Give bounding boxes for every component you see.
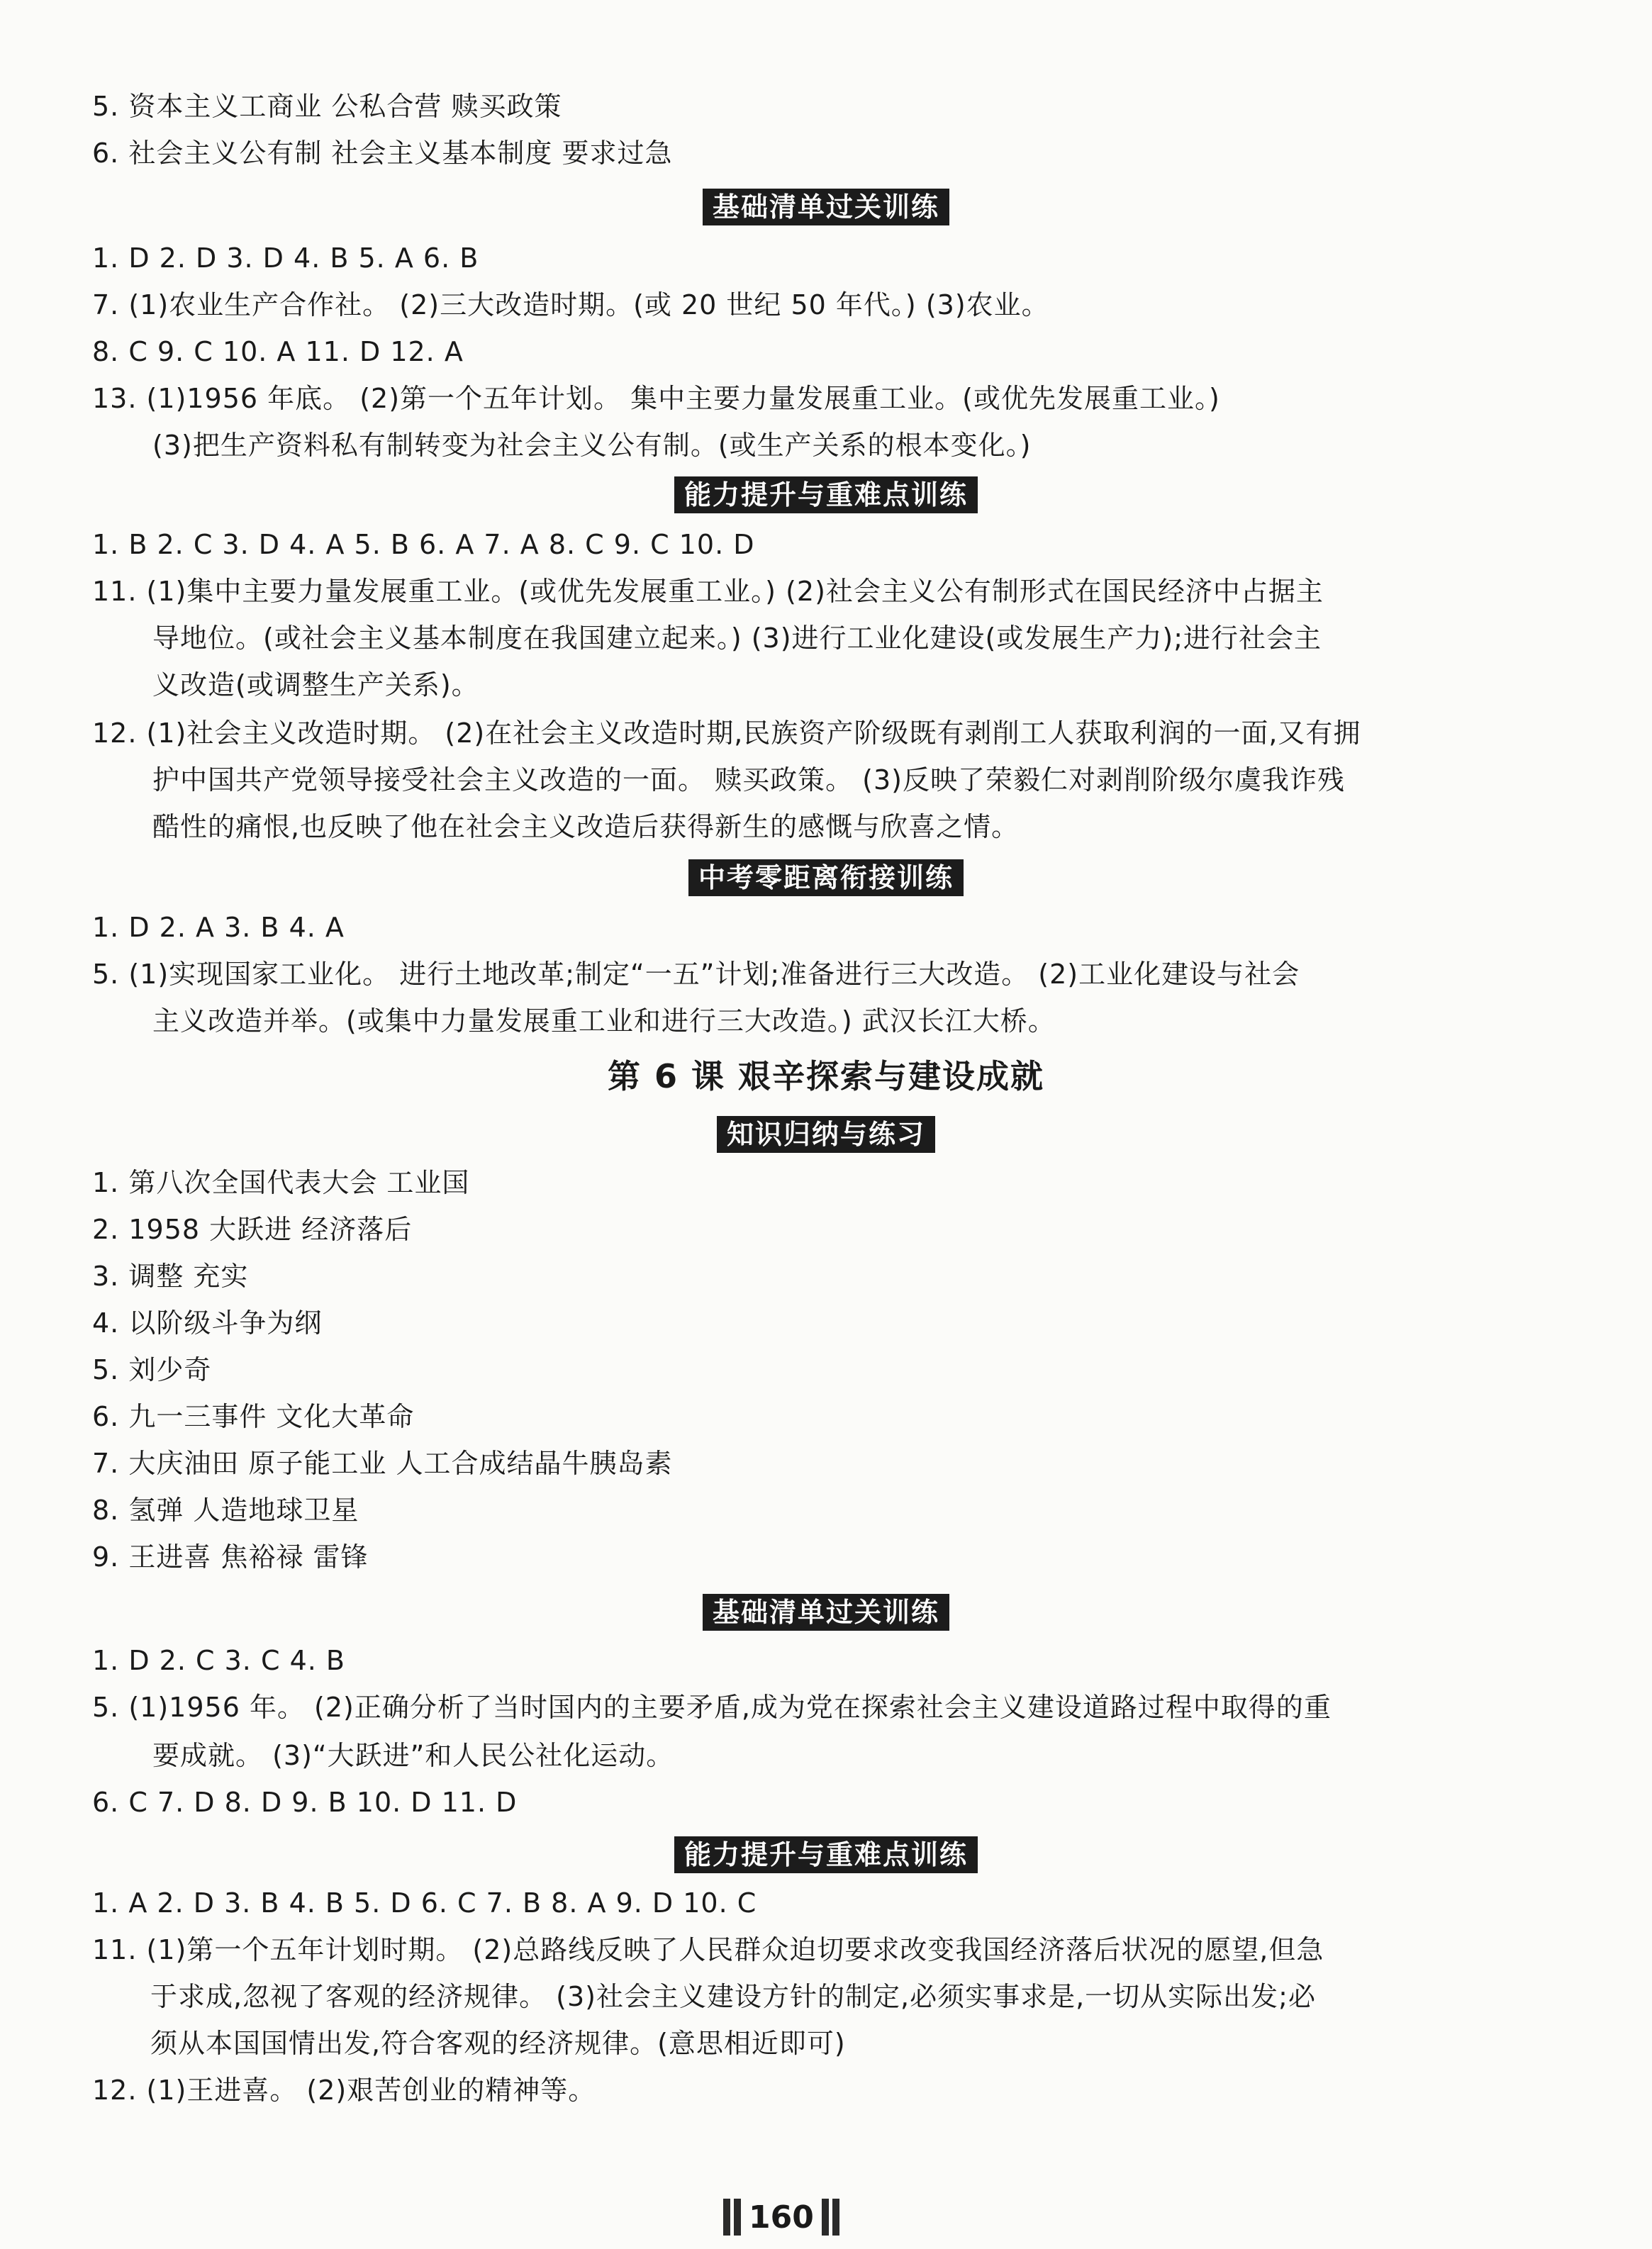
lesson-title: 第 6 课 艰辛探索与建设成就 [607,1057,1045,1095]
section-banner [0,1836,1652,1873]
answer-line: 7. (1)农业生产合作社。 (2)三大改造时期。(或 20 世纪 50 年代。) (3)农业。 [92,289,1049,320]
answer-line: 11. (1)集中主要力量发展重工业。(或优先发展重工业。) (2)社会主义公有制形式在国民经济中占据主 [92,576,1324,607]
answer-line: 1. D 2. C 3. C 4. B [92,1645,345,1676]
page-number: 160 [749,2199,814,2236]
section-banner [0,859,1652,896]
section-banner [0,1116,1652,1153]
page-number-bar-decoration [723,2199,730,2236]
answer-line: 护中国共产党领导接受社会主义改造的一面。 赎买政策。 (3)反映了荣毅仁对剥削阶级尔虞我诈残 [152,764,1345,796]
answer-line: 1. D 2. A 3. B 4. A [92,912,345,943]
section-title: 基础清单过关训练 [703,189,949,225]
answer-line: 6. 九一三事件 文化大革命 [92,1401,415,1432]
page-number-footer [723,2197,839,2238]
page-number-bar-decoration [832,2199,839,2236]
section-title: 知识归纳与练习 [717,1116,935,1153]
answer-line: 主义改造并举。(或集中力量发展重工业和进行三大改造。) 武汉长江大桥。 [152,1005,1056,1037]
section-banner [0,476,1652,513]
section-title: 能力提升与重难点训练 [674,1836,978,1873]
answer-line: 2. 1958 大跃进 经济落后 [92,1214,413,1245]
answer-line: 5. 刘少奇 [92,1354,212,1385]
answer-line: 3. 调整 充实 [92,1261,249,1292]
answer-line: 1. 第八次全国代表大会 工业国 [92,1167,470,1198]
answer-line: 1. B 2. C 3. D 4. A 5. B 6. A 7. A 8. C 9. C 10. D [92,529,755,560]
answer-line: 须从本国国情出发,符合客观的经济规律。(意思相近即可) [150,2028,846,2059]
answer-line: 13. (1)1956 年底。 (2)第一个五年计划。 集中主要力量发展重工业。(或优先发展重工业。) [92,383,1220,414]
answer-line: 5. 资本主义工商业 公私合营 赎买政策 [92,91,562,122]
answer-line: 1. D 2. D 3. D 4. B 5. A 6. B [92,242,479,274]
section-banner [0,189,1652,225]
answer-line: 要成就。 (3)“大跃进”和人民公社化运动。 [152,1740,674,1771]
answer-line: 9. 王进喜 焦裕禄 雷锋 [92,1541,369,1573]
answer-line: 5. (1)实现国家工业化。 进行土地改革;制定“一五”计划;准备进行三大改造。 (2)工业化建设与社会 [92,959,1300,990]
answer-line: 于求成,忽视了客观的经济规律。 (3)社会主义建设方针的制定,必须实事求是,一切从实际出发;必 [150,1981,1316,2012]
answer-line: 11. (1)第一个五年计划时期。 (2)总路线反映了人民群众迫切要求改变我国经济落后状况的愿望,但急 [92,1934,1324,1965]
answer-line: 1. A 2. D 3. B 4. B 5. D 6. C 7. B 8. A 9. D 10. C [92,1887,757,1919]
answer-line: 12. (1)社会主义改造时期。 (2)在社会主义改造时期,民族资产阶级既有剥削工人获取利润的一面,又有拥 [92,718,1361,749]
section-title: 能力提升与重难点训练 [674,476,978,513]
page-number-bar-decoration [822,2199,829,2236]
answer-line: 5. (1)1956 年。 (2)正确分析了当时国内的主要矛盾,成为党在探索社会主义建设道路过程中取得的重 [92,1692,1332,1723]
answer-line: 12. (1)王进喜。 (2)艰苦创业的精神等。 [92,2075,596,2106]
section-title: 中考零距离衔接训练 [688,859,964,896]
answer-line: 8. C 9. C 10. A 11. D 12. A [92,336,464,367]
answer-line: (3)把生产资料私有制转变为社会主义公有制。(或生产关系的根本变化。) [152,430,1032,461]
answer-line: 导地位。(或社会主义基本制度在我国建立起来。) (3)进行工业化建设(或发展生产力);进行社会主 [152,623,1322,654]
answer-line: 8. 氢弹 人造地球卫星 [92,1495,359,1526]
answer-line: 6. 社会主义公有制 社会主义基本制度 要求过急 [92,138,673,169]
answer-line: 4. 以阶级斗争为纲 [92,1307,323,1339]
answer-line: 酷性的痛恨,也反映了他在社会主义改造后获得新生的感慨与欣喜之情。 [152,811,1020,842]
answer-line: 7. 大庆油田 原子能工业 人工合成结晶牛胰岛素 [92,1448,673,1479]
answer-line: 义改造(或调整生产关系)。 [152,669,479,701]
section-title: 基础清单过关训练 [703,1594,949,1631]
page-number-bar-decoration [734,2199,741,2236]
section-banner [0,1594,1652,1631]
answer-line: 6. C 7. D 8. D 9. B 10. D 11. D [92,1787,518,1818]
